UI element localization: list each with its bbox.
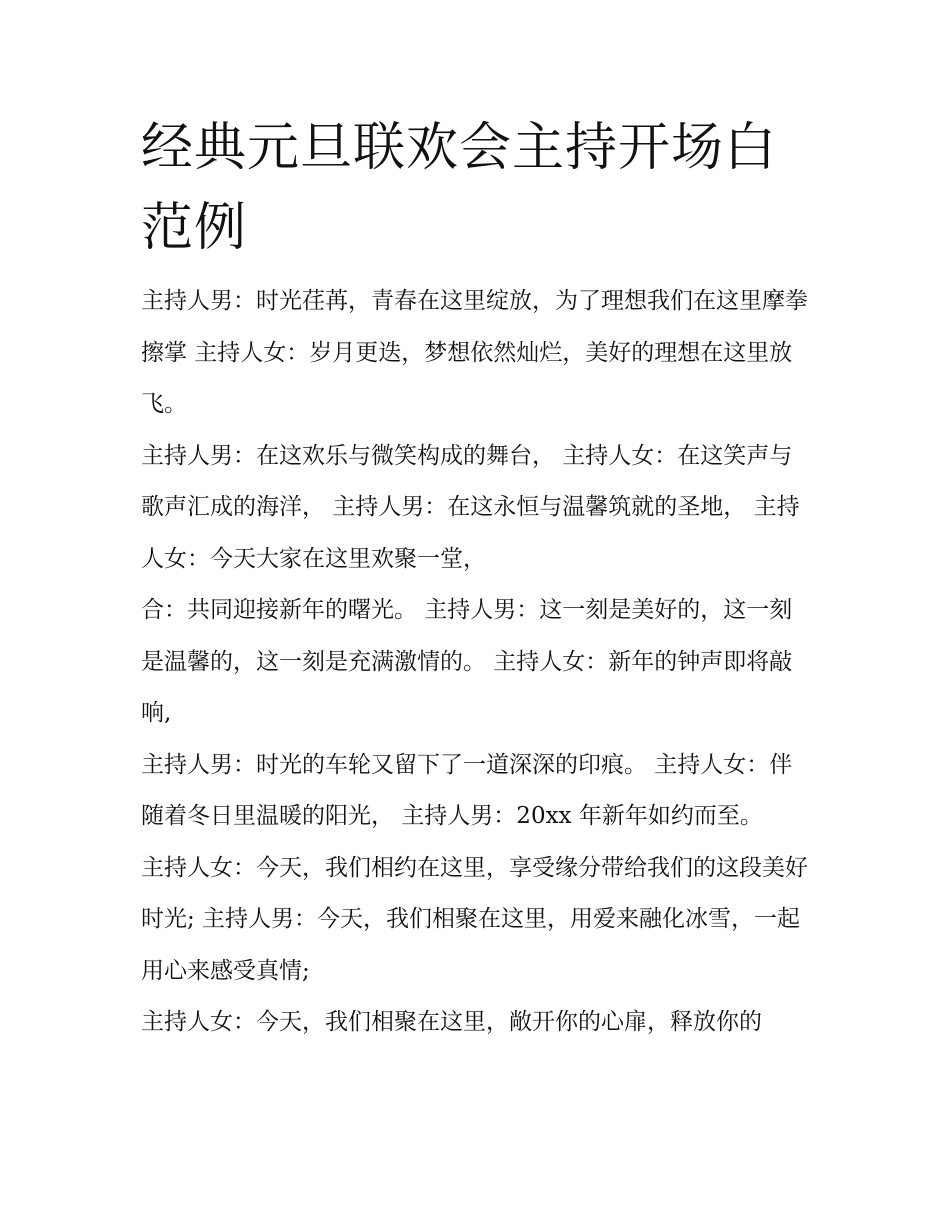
paragraph: 主持人女：今天，我们相约在这里，享受缘分带给我们的这段美好时光; 主持人男：今天，我们相聚在这里，用爱来融化冰雪，一起用心来感受真情; (141, 854, 808, 984)
paragraph: 主持人男：时光的车轮又留下了一道深深的印痕。 主持人女：伴随着冬日里温暖的阳光， 主持人男：20xx 年新年如约而至。 (141, 751, 793, 829)
paragraph: 合：共同迎接新年的曙光。 主持人男：这一刻是美好的，这一刻是温馨的，这一刻是充满激情的。 主持人女：新年的钟声即将敲响, (141, 597, 793, 726)
document-title: 经典元旦联欢会主持开场白范例 (141, 118, 778, 258)
paragraph: 主持人男：在这欢乐与微笑构成的舞台， 主持人女：在这笑声与歌声汇成的海洋， 主持人男：在这永恒与温馨筑就的圣地， 主持人女：今天大家在这里欢聚一堂， (141, 442, 800, 572)
document-body (141, 276, 813, 1049)
paragraph: 主持人男：时光荏苒，青春在这里绽放，为了理想我们在这里摩拳擦掌 主持人女：岁月更迭，梦想依然灿烂，美好的理想在这里放飞。 (141, 288, 808, 417)
paragraph: 主持人女：今天，我们相聚在这里，敞开你的心扉，释放你的 (141, 1009, 762, 1035)
